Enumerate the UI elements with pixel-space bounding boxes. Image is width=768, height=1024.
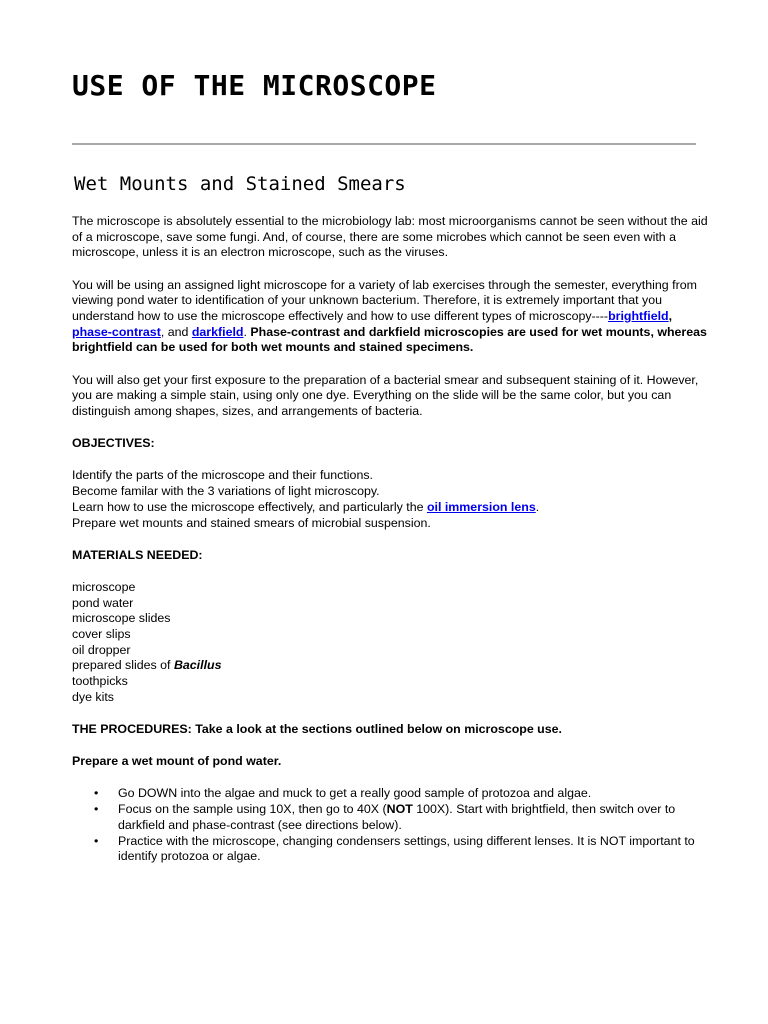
darkfield-link[interactable]: darkfield [191, 324, 244, 339]
objective-item: Become familar with the 3 variations of light microscopy. [72, 484, 380, 499]
separator-text: , and [160, 324, 192, 339]
objective-item-lead: Learn how to use the microscope effectively, and particularly the [72, 499, 427, 514]
usage-paragraph [72, 278, 708, 357]
separator-text: , [668, 309, 673, 324]
material-item [72, 658, 221, 672]
objective-item: Prepare wet mounts and stained smears of microbial suspension. [72, 515, 431, 530]
oil-immersion-lens-link[interactable]: oil immersion lens [426, 499, 536, 514]
materials-heading [72, 548, 708, 564]
procedure-step-emphasis: NOT [386, 802, 413, 817]
usage-lead-text: You will be using an assigned light microscope for a variety of lab exercises through the semester, everything from viewing pond water to identification of your unknown bacterium. Therefore, it is extremely important that you understand how to use the microscope effectively and how to use different types of microscopy---- [72, 277, 697, 324]
brightfield-link[interactable]: brightfield [608, 309, 669, 324]
separator-text: . [243, 324, 251, 339]
objectives-heading-text: OBJECTIVES: [72, 436, 155, 451]
material-item: cover slips [72, 627, 131, 642]
procedure-steps [72, 786, 708, 865]
bullet-icon: • [94, 786, 99, 801]
procedure-step-end: 100X). Start with brightfield, then switch over to darkfield and phase-contrast (see directions below). [118, 802, 676, 832]
wet-mount-subheading [72, 754, 708, 770]
document-body [72, 214, 708, 865]
materials-list [72, 580, 708, 706]
document-title: USE OF THE MICROSCOPE [72, 69, 437, 102]
procedure-step [72, 786, 708, 802]
bacillus-italic: Bacillus [173, 658, 222, 673]
objectives-list [72, 468, 708, 531]
bacillus-text [174, 658, 222, 672]
material-item: pond water [72, 595, 134, 610]
material-item: oil dropper [72, 642, 131, 657]
objectives-heading [72, 436, 708, 452]
procedure-step-lead: Focus on the sample using 10X, then go to 40X ( [118, 802, 387, 817]
intro-paragraph: The microscope is absolutely essential to the microbiology lab: most microorganisms cannot be seen without the aid of a microscope, save some fungi. And, of course, there are some microbes which cannot be seen even with a microscope, unless it is an electron microscope, such as the viruses. [72, 214, 708, 260]
material-item: toothpicks [72, 674, 128, 689]
procedure-step-text: Go DOWN into the algae and muck to get a really good sample of protozoa and algae. [118, 786, 592, 801]
material-item: dye kits [72, 689, 115, 704]
bullet-icon: • [94, 833, 99, 848]
wet-mount-subheading-text: Prepare a wet mount of pond water. [72, 754, 282, 769]
section-heading: Wet Mounts and Stained Smears [74, 173, 406, 195]
material-item: microscope [72, 579, 136, 594]
objective-item-end: . [535, 499, 540, 514]
materials-heading-text: MATERIALS NEEDED: [72, 547, 203, 562]
objective-item: Identify the parts of the microscope and their functions. [72, 468, 373, 483]
bullet-icon: • [94, 802, 99, 817]
title-divider [72, 143, 696, 145]
stain-paragraph: You will also get your first exposure to the preparation of a bacterial smear and subsequent staining of it. However, you are making a simple stain, using only one dye. Everything on the slide will be the same color, but you can distinguish among shapes, sizes, and arrangements of bacteria. [72, 372, 699, 419]
material-item: microscope slides [72, 611, 171, 626]
procedure-step [72, 834, 708, 865]
material-item-lead: prepared slides of [72, 658, 174, 673]
microscopy-usage-statement: Phase-contrast and darkfield microscopies are used for wet mounts, whereas brightfield can be used for both wet mounts and stained specimens. [72, 324, 707, 355]
phase-contrast-link[interactable]: phase-contrast [72, 324, 161, 339]
procedures-heading-text: THE PROCEDURES: Take a look at the sections outlined below on microscope use. [72, 722, 562, 737]
objective-item [72, 500, 539, 514]
procedure-step-text: Practice with the microscope, changing condensers settings, using different lenses. It is NOT important to identify protozoa or algae. [118, 833, 695, 864]
procedure-step [72, 802, 708, 833]
procedures-heading [72, 722, 708, 738]
